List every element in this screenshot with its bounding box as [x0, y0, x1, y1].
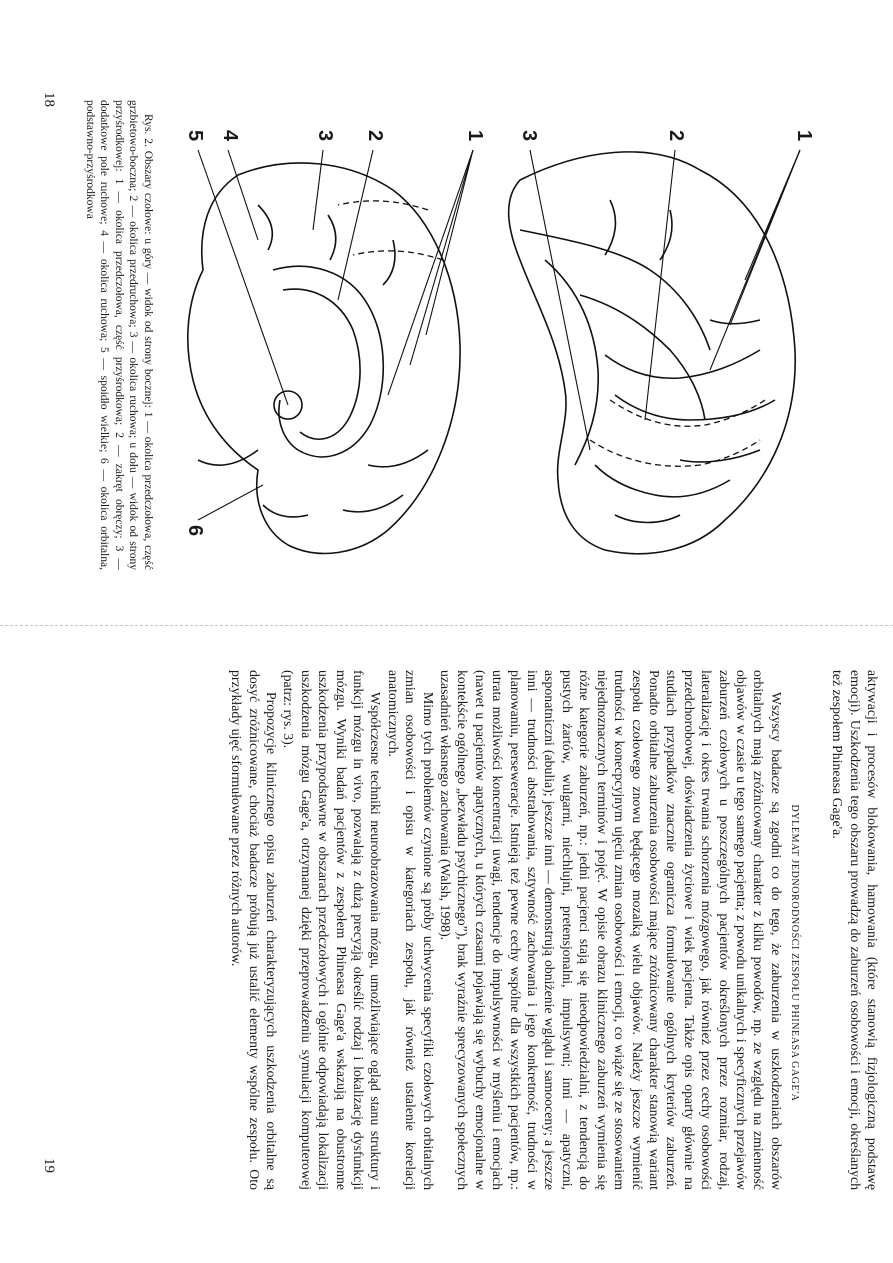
body-paragraph-2: Mimo tych problemów czynione są próby uchwycenia specyfiki czołowych orbitalnych zmian osobowości i opisu w kategoriach zespołu, jak również ustalenie korelacji anatomicznych. — [385, 670, 436, 1190]
left-page — [0, 0, 893, 625]
label-1-lower: 1 — [464, 130, 486, 142]
right-page-text-block — [228, 670, 881, 1190]
figure-caption-text: Rys. 2. Obszary czołowe: u góry — widok od strony bocznej: 1 — okolica przedczołowa, część grzbietowo-boczna; 2 — okolica przedruchowa; 3 — okolica ruchowa; u dołu — widok od strony przyśrodkowej: 1 — okolica przedczołowa, część przyśrodkowa; 2 — zakręt obręczy; 3 — dodatkowe pole ruchowe; 4 — okolica ruchowa; 5 — spoidło wielkie; 6 — okolica orbitalna, podstawno-przyśrodkowa — [84, 100, 154, 570]
body-paragraph-4: Propozycje klinicznego opisu zaburzeń charakteryzujących uszkodzenia orbitalne są dosyć zróżnicowane, chociaż badacze próbują już ustalić elementy wspólne zespołu. Oto przykłady ujęć sformułowane przez różnych autorów. — [229, 670, 279, 1190]
brain-medial-view-figure — [168, 120, 488, 580]
label-4-lower: 4 — [219, 130, 241, 142]
body-paragraph-1: Wszyscy badacze są zgodni co do tego, że zaburzenia w uszkodzeniach obszarów orbitalnych mają zróżnicowany charakter z kilku powodów, np. ze względu na zmienność objawów w czasie u tego samego pacjenta; z powodu unikalnych i specyficznych przejawów zaburzeń czołowych u poszczególnych pacjentów określonych przez rozmiar, rodzaj, lateralizację i okres trwania schorzenia mózgowego, jak również przez cechy osobowości przedchorobowej, doświadczenia życiowe i wiek pacjenta. Także opis oparty głównie na studiach przypadków znacznie ogranicza formułowanie ogólnych kryteriów zaburzeń. Ponadto orbitalne zaburzenia osobowości mające zróżnicowany charakter stanowią wariant zespołu czołowego znowu będącego mozaiką wielu objawów. Należy jeszcze wymienić trudności w konecpcyjnym ujęciu zmian osobowości i emocji, co wiąże się ze stosowaniem niejednoznacznych terminów i pojęć. W opisie obrazu klinicznego zaburzeń wymienia się różne kategorie zaburzeń, np.: jedni pacjenci stają się nieodpowiedzialni, z tendencją do pustych żartów, wulgarni, niechlujni, pretensjonalni, impulsywni; inni — apatyczni, asponatniczni (abulia); jeszcze inni — demonstrują obniżenie wglądu i samooceny; a jeszcze inni — trudności abstrahowania, sztywność zachowania i jego konkretność, trudności w planowaniu, perseweracje. Istnieją też pewne cechy wspólne dla wszystkich pacjentów, np.: utrata możliwości koncentracji uwagi, tendencje do impulsywności w myśleniu i emocjach (nawet u pacjentów apatycznych, u których czasami pojawiają się wybuchy emocjonalne w kontekście ogólnego „bezwładu psychicznego”), brak wyraźnie sprecyzowanych społecznych uzasadnień własnego zachowania (Walsh, 1998). — [438, 670, 784, 1190]
label-6-lower: 6 — [184, 525, 206, 537]
label-2-lower: 2 — [364, 130, 386, 142]
label-5-lower: 5 — [184, 130, 206, 142]
brain-medial-view-drawing — [168, 120, 488, 580]
opening-paragraph: aktywacji i procesów blokowania, hamowania (które stanowią fizjologiczną podstawę emocji). Uszkodzenia tego obszaru prowadzą do zaburzeń osobowości i emocji, określanych też zespołem Phineasa Gage'a. — [830, 670, 880, 1190]
brain-lateral-view-drawing — [490, 120, 820, 580]
right-page — [0, 640, 893, 1263]
figure-caption — [83, 100, 156, 570]
page-number-left: 18 — [41, 92, 57, 107]
label-3-upper: 3 — [518, 130, 540, 142]
running-head: DYLEMAT JEDNORODNOŚCI ZESPOŁU PHINEASA GAGE'A — [789, 804, 800, 1102]
page-number-right: 19 — [41, 1158, 57, 1173]
label-1-upper: 1 — [793, 130, 815, 142]
page-gutter-divider — [0, 625, 893, 626]
label-3-lower: 3 — [314, 130, 336, 142]
brain-lateral-view-figure — [490, 120, 820, 580]
body-paragraph-3: Współczesne techniki neuroobrazowania mózgu, umożliwiające ogląd stanu struktury i funkcji mózgu in vivo, pozwalają z dużą precyzją określić rodzaj i lokalizację dysfunkcji mózgu. Wyniki badań pacjentów z zespołem Phineasa Gage'a wskazują na obustronne uszkodzenia przypodstawne w obszarach przedczołowych i ogólnie odpowiadają lokalizacji uszkodzenia mózgu Gage'a, otrzymanej dzięki przeprowadzeniu symulacji komputerowej (patrz: rys. 3). — [281, 670, 384, 1190]
label-2-upper: 2 — [665, 130, 687, 142]
